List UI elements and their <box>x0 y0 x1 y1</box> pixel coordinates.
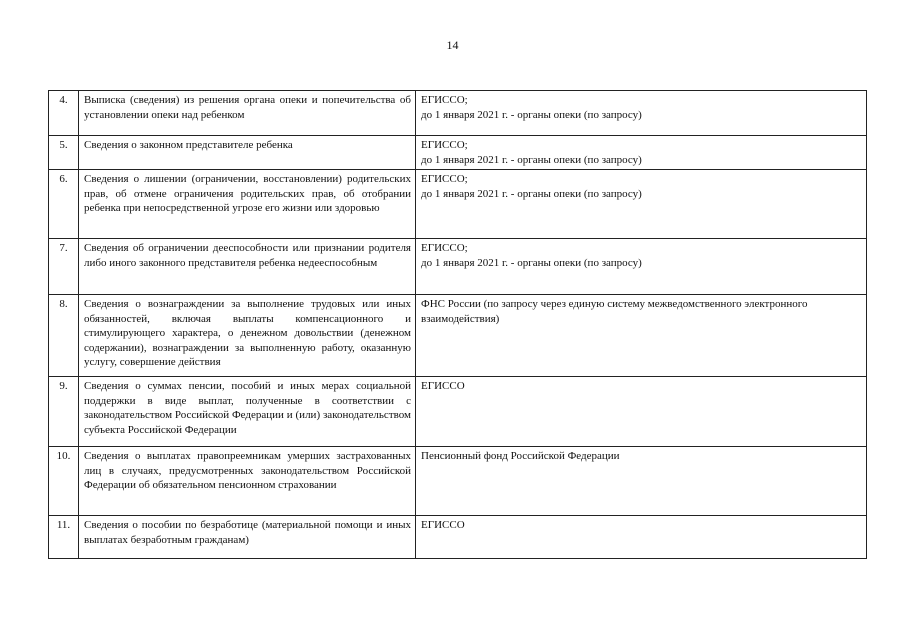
source-cell <box>416 91 867 136</box>
source-cell <box>416 516 867 559</box>
table-row <box>49 91 867 136</box>
row-number: 7. <box>49 239 79 295</box>
source-line: ФНС России (по запросу через единую систему межведомственного электронного взаимодействия) <box>421 298 808 325</box>
info-cell: Сведения о пособии по безработице (материальной помощи и иных выплатах безработным гражданам) <box>79 516 416 559</box>
source-cell <box>416 295 867 377</box>
source-line: Пенсионный фонд Российской Федерации <box>421 450 620 462</box>
source-cell <box>416 447 867 516</box>
info-cell: Сведения о суммах пенсии, пособий и иных мерах социальной поддержки в виде выплат, полученные в соответствии с законодательством Российской Федерации и (или) законодательством субъекта Российской Федерации <box>79 377 416 447</box>
table-row <box>49 447 867 516</box>
source-line: до 1 января 2021 г. - органы опеки (по запросу) <box>421 187 642 200</box>
source-line: ЕГИССО; <box>421 139 468 151</box>
info-cell: Сведения о лишении (ограничении, восстановлении) родительских прав, об отмене ограничения родительских прав, об отобрании ребенка при непосредственной угрозе его жизни или здоровью <box>79 170 416 239</box>
row-number: 11. <box>49 516 79 559</box>
info-cell: Сведения о законном представителе ребенка <box>79 136 416 170</box>
row-number: 10. <box>49 447 79 516</box>
row-number: 9. <box>49 377 79 447</box>
table-row <box>49 377 867 447</box>
source-line: до 1 января 2021 г. - органы опеки (по запросу) <box>421 108 642 121</box>
table-row <box>49 136 867 170</box>
table-row <box>49 239 867 295</box>
row-number: 6. <box>49 170 79 239</box>
source-cell <box>416 377 867 447</box>
row-number: 4. <box>49 91 79 136</box>
source-line: ЕГИССО <box>421 519 465 531</box>
source-cell <box>416 170 867 239</box>
source-line: ЕГИССО; <box>421 242 468 254</box>
table-row <box>49 170 867 239</box>
table-body <box>49 91 867 559</box>
source-line: ЕГИССО; <box>421 94 468 106</box>
source-line: до 1 января 2021 г. - органы опеки (по запросу) <box>421 153 642 166</box>
table-row <box>49 516 867 559</box>
row-number: 8. <box>49 295 79 377</box>
info-cell: Сведения об ограничении дееспособности или признании родителя либо иного законного представителя ребенка недееспособным <box>79 239 416 295</box>
source-line: до 1 января 2021 г. - органы опеки (по запросу) <box>421 256 642 269</box>
info-cell: Выписка (сведения) из решения органа опеки и попечительства об установлении опеки над ребенком <box>79 91 416 136</box>
info-cell: Сведения о выплатах правопреемникам умерших застрахованных лиц в случаях, предусмотренных законодательством Российской Федерации об обязательном пенсионном страховании <box>79 447 416 516</box>
document-table <box>48 90 867 559</box>
info-cell: Сведения о вознаграждении за выполнение трудовых или иных обязанностей, включая выплаты компенсационного и стимулирующего характера, о денежном довольствии (денежном содержании), вознаграждении за выполненную работу, оказанную услугу, совершение действия <box>79 295 416 377</box>
table-row <box>49 295 867 377</box>
source-cell <box>416 239 867 295</box>
page-number: 14 <box>446 38 459 52</box>
source-line: ЕГИССО; <box>421 173 468 185</box>
source-cell <box>416 136 867 170</box>
row-number: 5. <box>49 136 79 170</box>
source-line: ЕГИССО <box>421 380 465 392</box>
